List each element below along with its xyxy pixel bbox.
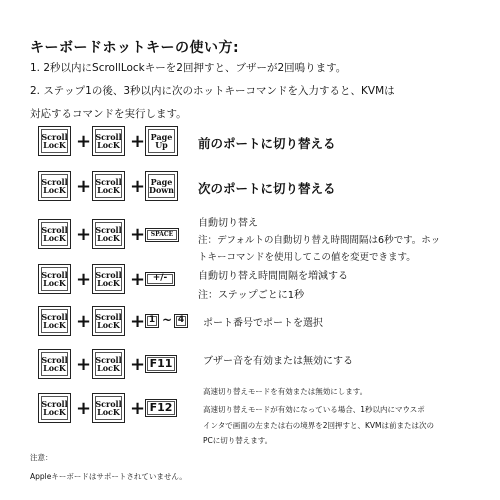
interval-note: 注：ステップごとに1秒 — [198, 290, 305, 301]
scroll-lock-key: Scroll LocK — [38, 219, 71, 249]
auto-switch-note-1: 注：デフォルトの自動切り替え時間間隔は6秒です。ホッ — [198, 235, 441, 246]
scroll-lock-key: Scroll LocK — [38, 264, 71, 294]
command-prev-port: 前のポートに切り替える — [198, 136, 336, 151]
plus-sign: + — [76, 311, 92, 332]
scroll-lock-key: Scroll LocK — [92, 264, 125, 294]
page-down-key: Page Down — [145, 171, 178, 201]
plus-sign: + — [76, 131, 92, 152]
plus-sign: + — [130, 311, 146, 332]
f11-key: F11 — [145, 355, 177, 373]
plus-sign: + — [130, 354, 146, 375]
number-4-key: 4 — [174, 314, 188, 328]
f12-key: F12 — [145, 399, 177, 417]
number-1-key: 1 — [145, 314, 159, 328]
auto-switch-note-2: トキーコマンドを使用してこの値を変更できます。 — [198, 252, 416, 263]
scroll-lock-key: Scroll LocK — [92, 306, 125, 336]
plus-sign: + — [130, 131, 146, 152]
plus-minus-key: +/- — [145, 272, 175, 286]
scroll-lock-key: Scroll LocK — [92, 171, 125, 201]
space-key: SPACE — [145, 228, 179, 242]
plus-sign: + — [76, 398, 92, 419]
step-1: 1. 2秒以内にScrollLockキーを2回押すと、ブザーが2回鳴ります。 — [30, 62, 347, 74]
plus-sign: + — [76, 176, 92, 197]
scroll-lock-key: Scroll LocK — [38, 349, 71, 379]
scroll-lock-key: Scroll LocK — [92, 393, 125, 423]
page-title: キーボードホットキーの使い方: — [30, 40, 240, 56]
plus-sign: + — [130, 398, 146, 419]
scroll-lock-key: Scroll LocK — [92, 219, 125, 249]
command-port-select: ポート番号でポートを選択 — [203, 318, 323, 329]
command-fast-switch: 高速切り替えモードを有効または無効にします。 — [203, 387, 368, 396]
plus-sign: + — [76, 269, 92, 290]
plus-sign: + — [76, 224, 92, 245]
range-tilde: ~ — [162, 313, 173, 327]
fast-switch-note-1: 高速切り替えモードが有効になっている場合、1秒以内にマウスポ — [203, 405, 425, 414]
scroll-lock-key: Scroll LocK — [38, 393, 71, 423]
scroll-lock-key: Scroll LocK — [92, 349, 125, 379]
scroll-lock-key: Scroll LocK — [38, 171, 71, 201]
scroll-lock-key: Scroll LocK — [38, 126, 71, 156]
plus-sign: + — [130, 224, 146, 245]
command-buzzer: ブザー音を有効または無効にする — [203, 356, 353, 367]
fast-switch-note-2: インタで画面の左または右の境界を2回押すと、KVMは前または次の — [203, 421, 434, 430]
footer-note-text: Appleキーボードはサポートされていません。 — [30, 472, 187, 481]
scroll-lock-key: Scroll LocK — [38, 306, 71, 336]
fast-switch-note-3: PCに切り替えます。 — [203, 436, 273, 445]
command-interval: 自動切り替え時間間隔を増減する — [198, 271, 348, 282]
page-up-key: Page Up — [145, 126, 178, 156]
command-next-port: 次のポートに切り替える — [198, 181, 336, 196]
step-2: 2. ステップ1の後、3秒以内に次のホットキーコマンドを入力すると、KVMは — [30, 85, 395, 97]
command-auto-switch: 自動切り替え — [198, 218, 258, 229]
plus-sign: + — [76, 354, 92, 375]
scroll-lock-key: Scroll LocK — [92, 126, 125, 156]
footer-note-label: 注意： — [30, 453, 53, 462]
plus-sign: + — [130, 269, 146, 290]
plus-sign: + — [130, 176, 146, 197]
step-2-continued: 対応するコマンドを実行します。 — [30, 108, 187, 120]
